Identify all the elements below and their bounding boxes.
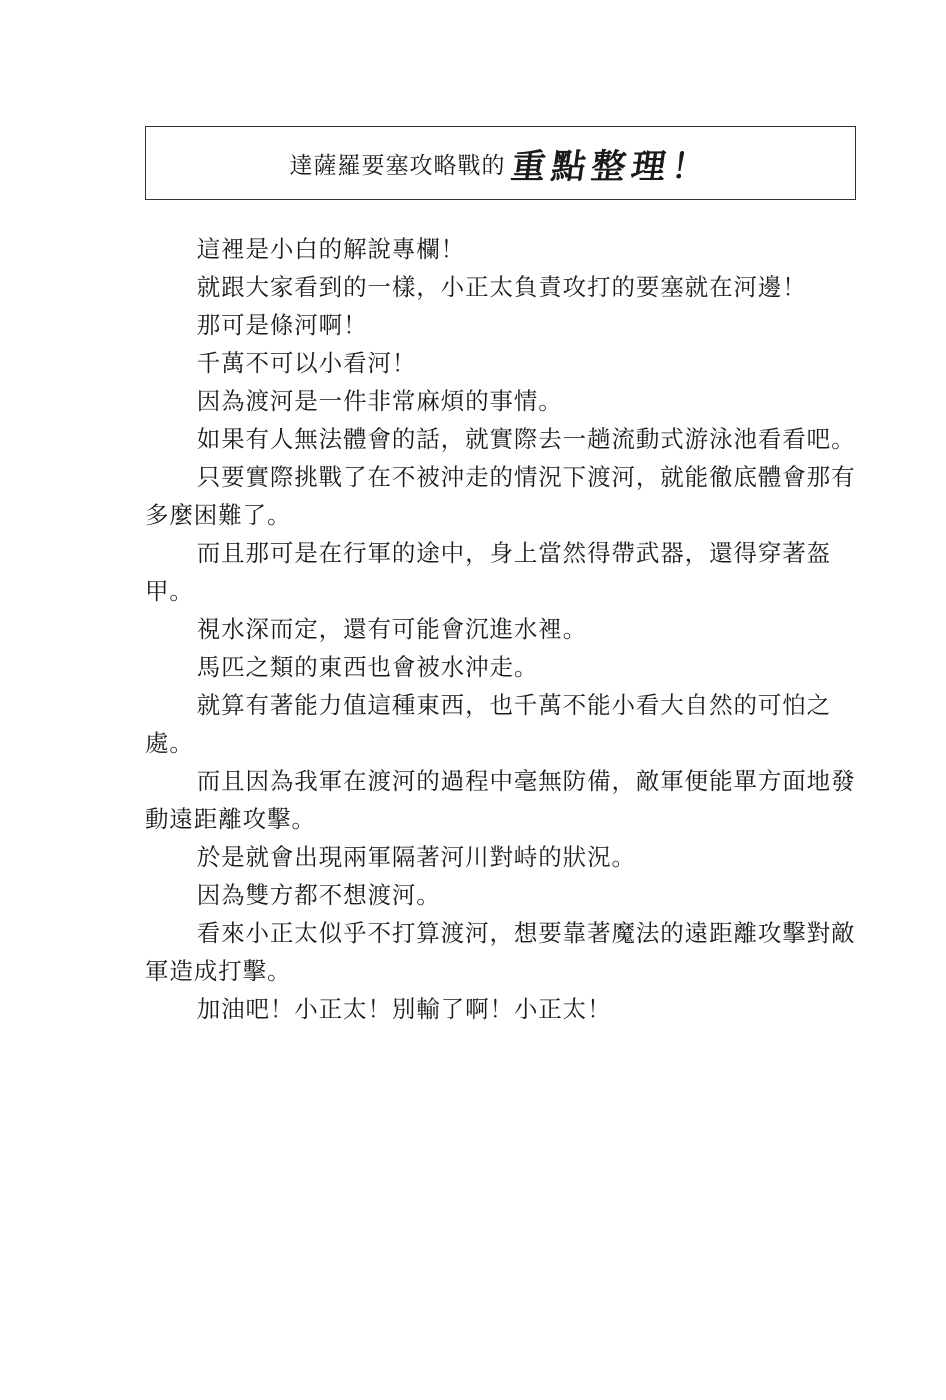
section-title-box: [145, 126, 856, 200]
paragraph: 而且那可是在行軍的途中，身上當然得帶武器，還得穿著盔甲。: [145, 539, 832, 605]
paragraph: 就跟大家看到的一樣，小正太負責攻打的要塞就在河邊！: [196, 273, 807, 301]
paragraph: 加油吧！小正太！別輸了啊！小正太！: [196, 995, 612, 1023]
section-title-emphasis: 重點整理！: [508, 146, 714, 187]
paragraph: 而且因為我軍在渡河的過程中毫無防備，敵軍便能單方面地發動遠距離攻擊。: [145, 767, 856, 833]
commentary-body: [145, 230, 858, 1028]
paragraph: 只要實際挑戰了在不被沖走的情況下渡河，就能徹底體會那有多麼困難了。: [145, 463, 856, 529]
paragraph: 如果有人無法體會的話，就實際去一趟流動式游泳池看看吧。: [196, 425, 856, 453]
paragraph: 就算有著能力值這種東西，也千萬不能小看大自然的可怕之處。: [145, 691, 832, 757]
paragraph: 因為渡河是一件非常麻煩的事情。: [196, 387, 563, 415]
paragraph: 千萬不可以小看河！: [196, 349, 417, 377]
paragraph: 於是就會出現兩軍隔著河川對峙的狀況。: [196, 843, 636, 871]
paragraph: 這裡是小白的解說專欄！: [196, 235, 466, 263]
section-title-main: 達薩羅要塞攻略戰的: [289, 152, 506, 179]
paragraph: 那可是條河啊！: [196, 311, 368, 339]
paragraph: 視水深而定，還有可能會沉進水裡。: [196, 615, 588, 643]
paragraph: 馬匹之類的東西也會被水沖走。: [196, 653, 539, 681]
paragraph: 看來小正太似乎不打算渡河，想要靠著魔法的遠距離攻擊對敵軍造成打擊。: [145, 919, 856, 985]
paragraph: 因為雙方都不想渡河。: [196, 881, 441, 909]
section-title: [290, 139, 712, 188]
